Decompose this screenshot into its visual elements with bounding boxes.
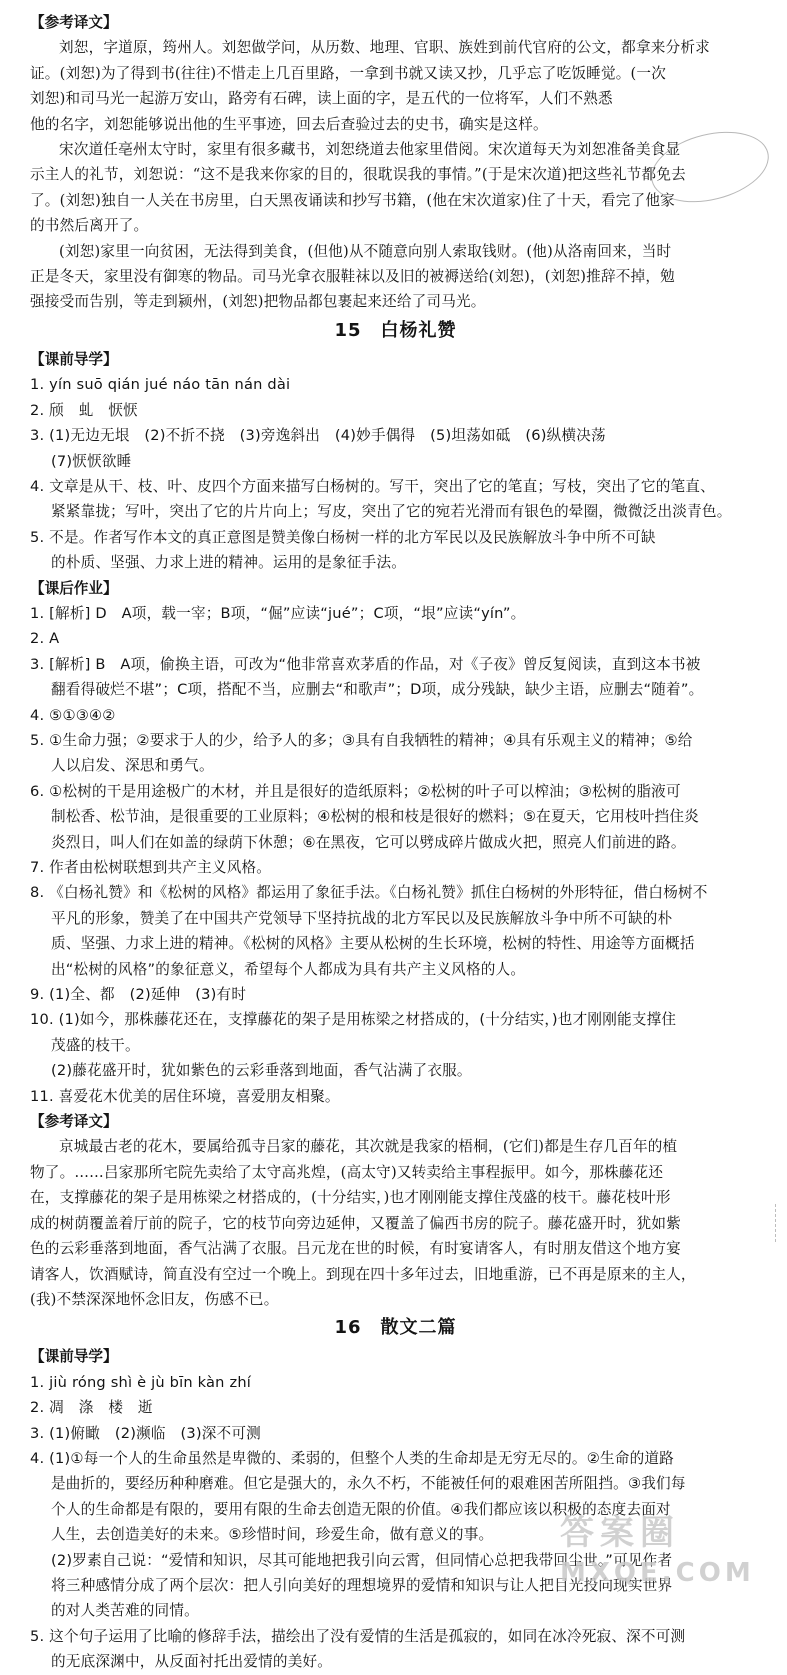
- text-line: 4. 文章是从干、枝、叶、皮四个方面来描写白杨树的。写干，突出了它的笔直；写枝，突出了它的笔直、: [30, 477, 715, 495]
- text-line: 4. (1)①每一个人的生命虽然是卑微的、柔弱的，但整个人类的生命却是无穷无尽的。②生命的道路: [30, 1449, 674, 1467]
- text-line: 1. yín suō qián jué náo tān nán dài: [30, 376, 291, 394]
- text-line: 刘恕)和司马光一起游万安山，路旁有石碑，读上面的字，是五代的一位将军，人们不熟悉: [30, 90, 613, 108]
- text-line: 的朴质、坚强、力求上进的精神。运用的是象征手法。: [51, 554, 407, 572]
- text-line: 京城最古老的花木，要属给孤寺吕家的藤花，其次就是我家的梧桐，(它们)都是生存几百年的植: [59, 1138, 678, 1156]
- text-line: 宋次道任亳州太守时，家里有很多藏书，刘恕绕道去他家里借阅。宋次道每天为刘恕准备美食显: [59, 141, 681, 159]
- text-line: 11. 喜爱花木优美的居住环境，喜爱朋友相聚。: [30, 1087, 340, 1105]
- text-line: 2. A: [30, 630, 60, 648]
- text-line: 5. 不是。作者写作本文的真正意图是赞美像白杨树一样的北方军民以及民族解放斗争中所不可缺: [30, 528, 656, 546]
- section-tag: 【课后作业】: [30, 579, 118, 597]
- text-line: 3. (1)俯瞰 (2)濒临 (3)深不可测: [30, 1424, 261, 1442]
- text-line: 强接受而告别，等走到颍州，(刘恕)把物品都包裹起来还给了司马光。: [30, 293, 486, 311]
- text-line: (7)恹恹欲睡: [51, 452, 132, 470]
- text-line: 紧紧靠拢；写叶，突出了它的片片向上；写皮，突出了它的宛若光滑而有银色的晕圈，微微泛出淡青色。: [51, 503, 732, 521]
- text-line: 茂盛的枝干。: [51, 1036, 140, 1054]
- lesson-title: 15 白杨礼赞: [334, 319, 457, 341]
- document-content: [30, 10, 761, 1675]
- text-line: 9. (1)全、都 (2)延伸 (3)有时: [30, 986, 247, 1004]
- lesson-title: 16 散文二篇: [334, 1317, 457, 1339]
- text-line: 3. [解析] B A项，偷换主语，可改为“他非常喜欢茅盾的作品，对《子夜》曾反复阅读，直到这本书被: [30, 655, 701, 673]
- text-line: 5. ①生命力强；②要求于人的少，给予人的多；③具有自我牺牲的精神；④具有乐观主义的精神；⑤给: [30, 731, 693, 749]
- text-line: 8. 《白杨礼赞》和《松树的风格》都运用了象征手法。《白杨礼赞》抓住白杨树的外形特征，借白杨树不: [30, 884, 708, 902]
- section-tag: 【课前导学】: [30, 350, 118, 368]
- text-line: 制松香、松节油，是很重要的工业原料；④松树的根和枝是很好的燃料；⑤在夏天，它用枝叶挡住炎: [51, 808, 699, 826]
- text-line: 正是冬天，家里没有御寒的物品。司马光拿衣服鞋袜以及旧的被褥送给(刘恕)，(刘恕)推辞不掉，勉: [30, 268, 675, 286]
- margin-mark: [775, 1204, 782, 1242]
- text-line: 证。(刘恕)为了得到书(往往)不惜走上几百里路，一拿到书就又读又抄，几乎忘了吃饭睡觉。(一次: [30, 64, 667, 82]
- text-line: 4. ⑤①③④②: [30, 706, 116, 724]
- text-line: (2)罗素自己说：“爱情和知识，尽其可能地把我引向云霄，但同情心总把我带回尘世。”可见作者: [51, 1551, 673, 1569]
- text-line: 物了。……吕家那所宅院先卖给了太守高兆煌，(高太守)又转卖给主事程振甲。如今，那株藤花还: [30, 1163, 664, 1181]
- text-line: 是曲折的，要经历种种磨难。但它是强大的，永久不朽，不能被任何的艰难困苦所阻挡。③我们每: [51, 1475, 686, 1493]
- text-line: 出“松树的风格”的象征意义，希望每个人都成为具有共产主义风格的人。: [51, 960, 526, 978]
- text-line: 色的云彩垂落到地面，香气沾满了衣服。吕元龙在世的时候，有时宴请客人，有时朋友借这个地方宴: [30, 1240, 681, 1258]
- watermark-logo: [560, 1510, 780, 1598]
- text-line: 将三种感情分成了两个层次：把人引向美好的理想境界的爱情和知识与让人把目光投向现实世界: [51, 1576, 673, 1594]
- text-line: 个人的生命都是有限的，要用有限的生命去创造无限的价值。④我们都应该以积极的态度去面对: [51, 1500, 671, 1518]
- text-line: 了。(刘恕)独自一人关在书房里，白天黑夜诵读和抄写书籍，(他在宋次道家)住了十天，看完了他家: [30, 191, 675, 209]
- text-line: 的书然后离开了。: [30, 217, 149, 235]
- text-line: 人生，去创造美好的未来。⑤珍惜时间，珍爱生命，做有意义的事。: [51, 1526, 494, 1544]
- text-line: 2. 颀 虬 恹恹: [30, 401, 138, 419]
- text-line: 6. ①松树的干是用途极广的木材，并且是很好的造纸原料；②松树的叶子可以榨油；③松树的脂液可: [30, 782, 681, 800]
- text-line: 2. 凋 涤 楼 逝: [30, 1399, 153, 1417]
- text-line: (2)藤花盛开时，犹如紫色的云彩垂落到地面，香气沾满了衣服。: [51, 1062, 472, 1080]
- text-line: 质、坚强、力求上进的精神。《松树的风格》主要从松树的生长环境，松树的特性、用途等方面概括: [51, 935, 695, 953]
- text-line: 在，支撑藤花的架子是用栋梁之材搭成的，(十分结实，)也才刚刚能支撑住茂盛的枝干。藤花枝叶形: [30, 1189, 671, 1207]
- text-line: 请客人，饮酒赋诗，简直没有空过一个晚上。到现在四十多年过去，旧地重游，已不再是原来的主人，: [30, 1265, 696, 1283]
- text-line: (我)不禁深深地怀念旧友，伤感不已。: [30, 1290, 279, 1308]
- section-tag: 【参考译文】: [30, 1113, 118, 1131]
- text-line: 的无底深渊中，从反面衬托出爱情的美好。: [51, 1653, 333, 1671]
- text-line: 平凡的形象，赞美了在中国共产党领导下坚持抗战的北方军民以及民族解放斗争中所不可缺的朴: [51, 909, 673, 927]
- text-line: 成的树荫覆盖着厅前的院子，它的枝节向旁边延伸，又覆盖了偏西书房的院子。藤花盛开时，犹如紫: [30, 1214, 681, 1232]
- text-line: 刘恕，字道原，筠州人。刘恕做学问，从历数、地理、官职、族姓到前代官府的公文，都拿来分析求: [59, 39, 710, 57]
- text-line: 10. (1)如今，那株藤花还在，支撑藤花的架子是用栋梁之材搭成的，(十分结实，)也才刚刚能支撑住: [30, 1011, 677, 1029]
- text-line: 示主人的礼节，刘恕说：“这不是我来你家的目的，很耽误我的事情。”(于是宋次道)把这些礼节都免去: [30, 166, 686, 184]
- text-line: (刘恕)家里一向贫困，无法得到美食，(但他)从不随意向别人索取钱财。(他)从洛南回来，当时: [59, 242, 672, 260]
- section-tag: 【参考译文】: [30, 14, 118, 31]
- text-line: 炎烈日，叫人们在如盖的绿荫下休憩；⑥在黑夜，它可以劈成碎片做成火把，照亮人们前进的路。: [51, 833, 686, 851]
- text-line: 5. 这个句子运用了比喻的修辞手法，描绘出了没有爱情的生活是孤寂的，如同在冰冷死寂、深不可测: [30, 1627, 686, 1645]
- text-line: 1. jiù róng shì è jù bīn kàn zhí: [30, 1373, 252, 1391]
- text-line: 1. [解析] D A项，载一宰；B项，“倔”应读“jué”；C项，“垠”应读“yín”。: [30, 604, 526, 622]
- watermark-text-2: MXQE.COM: [560, 1558, 755, 1588]
- text-line: 3. (1)无边无垠 (2)不折不挠 (3)旁逸斜出 (4)妙手偶得 (5)坦荡如砥 (6)纵横决荡: [30, 427, 606, 445]
- text-line: 翻看得破烂不堪”；C项，搭配不当，应删去“和歌声”；D项，成分残缺，缺少主语，应删去“随着”。: [51, 681, 704, 699]
- text-line: 的对人类苦难的同情。: [51, 1602, 199, 1620]
- section-tag: 【课前导学】: [30, 1348, 118, 1366]
- text-line: 他的名字，刘恕能够说出他的生平事迹，回去后查验过去的史书，确实是这样。: [30, 115, 548, 133]
- text-line: 7. 作者由松树联想到共产主义风格。: [30, 859, 272, 876]
- text-line: 人以启发、深思和勇气。: [51, 757, 214, 775]
- watermark-text-1: 答案圈: [560, 1513, 680, 1553]
